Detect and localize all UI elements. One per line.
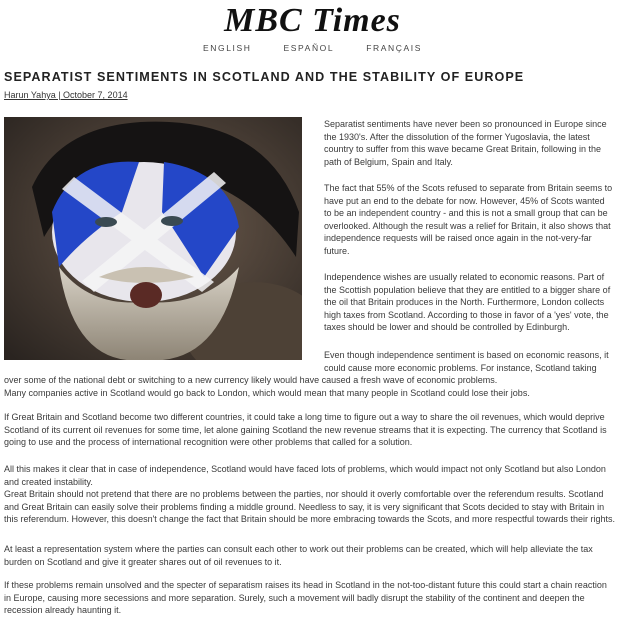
article-title: SEPARATIST SENTIMENTS IN SCOTLAND AND THE STABILITY OF EUROPE	[4, 70, 525, 84]
lang-english-link[interactable]: ENGLISH	[203, 43, 252, 53]
article-byline[interactable]: Harun Yahya | October 7, 2014	[4, 90, 128, 100]
paragraph-8: Great Britain should not pretend that there are no problems between the parties, nor should it overly comfortable over the referendum results. Scotland and Great Britain can easily solve their problems finding a middle ground. Needless to say, it is very significant that Scots decided to stay with Britain in this referendum. However, this doesn't change the fact that Britain should be more embracing towards the Scots, and more respectful towards their rights.	[4, 489, 616, 524]
paragraph-6: If Great Britain and Scotland become two different countries, it could take a long time to figure out a way to share the oil revenues, which would deprive Scotland of its current oil revenues for some time, let alone gaining Scotland the new revenue streams that it is expecting. The currency that Scotland is going to use and the process of international recognition were other problems that called for a solution.	[4, 412, 607, 447]
right-eye	[161, 216, 183, 226]
paragraph-4: Even though independence sentiment is based on economic reasons, it could cause more economic problems. For instance, Scotland taking	[324, 350, 609, 373]
paragraph-9: At least a representation system where the parties can consult each other to work out their problems can be created, which will help alleviate the tax burden on Scotland and give it greater shares out of oil revenues to it.	[4, 544, 593, 567]
paragraph-5: Many companies active in Scotland would go back to London, which would mean that many people in Scotland could lose their jobs.	[4, 388, 530, 398]
left-eye	[95, 217, 117, 227]
paragraph-4-continued: over some of the national debt or switching to a new currency likely would have caused a fresh wave of economic problems.	[4, 375, 498, 385]
paragraph-1: Separatist sentiments have never been so pronounced in Europe since the 1930's. After the dissolution of the former Yugoslavia, the latest country to suffer from this wave became Great Britain, following in the path of Belgium, Spain and Italy.	[324, 119, 607, 167]
language-nav	[0, 43, 625, 53]
article-photo	[4, 117, 302, 360]
lang-francais-link[interactable]: FRANÇAIS	[366, 43, 422, 53]
paragraph-7: All this makes it clear that in case of independence, Scotland would have faced lots of problems, which would impact not only Scotland but also London and created instability.	[4, 464, 606, 487]
paragraph-2: The fact that 55% of the Scots refused to separate from Britain seems to have put an end to the debate for now. However, 45% of Scots wanted to be an independent country - and this is not a small group that can be overlooked. Although the result was a relief for Britain, it also shows that independence requests will be raised once again in the not-very-far future.	[324, 183, 613, 256]
paragraph-10: If these problems remain unsolved and the specter of separatism raises its head in Scotland in the not-too-distant future this could start a chain reaction in Europe, causing more secessions and more separation. Surely, such a movement will badly disrupt the stability of the continent and deepen the recession already haunting it.	[4, 580, 607, 615]
paragraph-3: Independence wishes are usually related to economic reasons. Part of the Scottish population believe that they are entitled to a bigger share of the oil that Britain produces in the North. Furthermore, London collects high taxes from Scotland. According to those in favor of a 'yes' vote, the taxes should be lower and should be controlled by Edinburgh.	[324, 272, 611, 332]
masthead	[0, 2, 625, 53]
open-mouth	[130, 282, 162, 308]
lang-espanol-link[interactable]: ESPAÑOL	[283, 43, 335, 53]
site-logo[interactable]: MBC Times	[224, 2, 401, 39]
